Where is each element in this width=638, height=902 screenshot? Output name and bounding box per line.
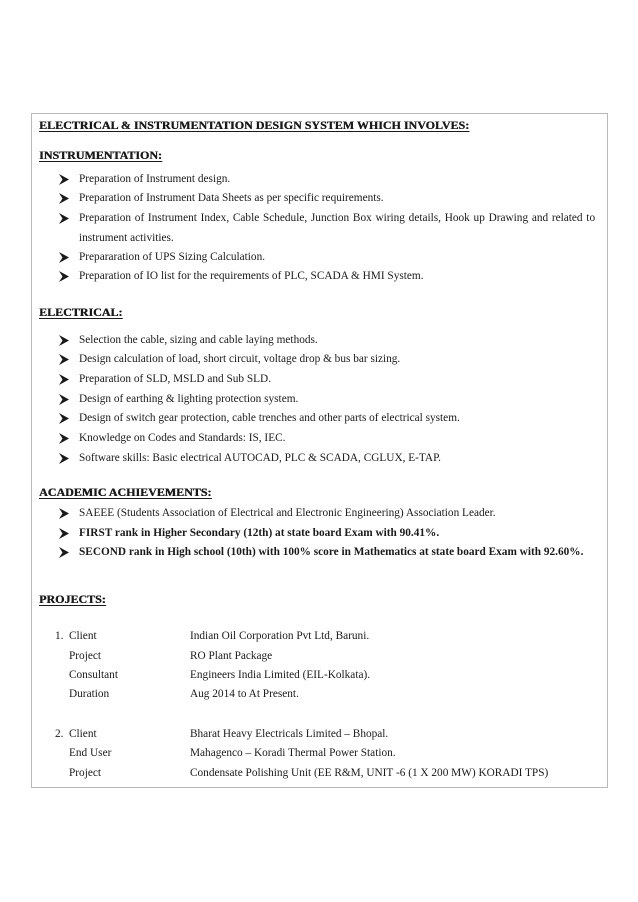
arrow-bullet-icon: [59, 508, 69, 519]
project-row-label: Client: [69, 630, 97, 642]
electrical-item: Knowledge on Codes and Standards: IS, IEC.: [79, 432, 286, 444]
electrical-heading: ELECTRICAL:: [39, 305, 123, 319]
electrical-item: Selection the cable, sizing and cable laying methods.: [79, 334, 318, 346]
arrow-bullet-icon: [59, 413, 69, 424]
project-row-value: Condensate Polishing Unit (EE R&M, UNIT -6 (1 X 200 MW) KORADI TPS): [190, 767, 549, 779]
arrow-bullet-icon: [59, 193, 69, 204]
arrow-bullet-icon: [59, 174, 69, 185]
project-row-label: Project: [69, 650, 101, 662]
instrumentation-item: Preparation of IO list for the requirements of PLC, SCADA & HMI System.: [79, 270, 424, 282]
academic-heading: ACADEMIC ACHIEVEMENTS:: [39, 485, 212, 499]
electrical-item: Design of earthing & lighting protection system.: [79, 393, 299, 405]
instrumentation-item-continued: instrument activities.: [79, 232, 174, 244]
projects-heading: PROJECTS:: [39, 592, 106, 606]
section-title: ELECTRICAL & INSTRUMENTATION DESIGN SYSTEM WHICH INVOLVES:: [39, 118, 470, 132]
arrow-bullet-icon: [59, 453, 69, 464]
electrical-item: Software skills: Basic electrical AUTOCAD, PLC & SCADA, CGLUX, E-TAP.: [79, 452, 441, 464]
arrow-bullet-icon: [59, 252, 69, 263]
electrical-item: Design calculation of load, short circuit, voltage drop & bus bar sizing.: [79, 353, 401, 365]
arrow-bullet-icon: [59, 547, 69, 558]
project-row-value: RO Plant Package: [190, 650, 273, 662]
instrumentation-heading: INSTRUMENTATION:: [39, 148, 162, 162]
project-row-label: Client: [69, 728, 97, 740]
arrow-bullet-icon: [59, 335, 69, 346]
academic-item: SECOND rank in High school (10th) with 100% score in Mathematics at state board Exam with 92.60%.: [79, 546, 584, 558]
project-number: 1.: [55, 630, 64, 642]
arrow-bullet-icon: [59, 433, 69, 444]
instrumentation-item: Preparation of Instrument Data Sheets as per specific requirements.: [79, 192, 384, 204]
arrow-bullet-icon: [59, 354, 69, 365]
arrow-bullet-icon: [59, 271, 69, 282]
project-row-label: Consultant: [69, 669, 118, 681]
instrumentation-item: Preparation of Instrument design.: [79, 173, 231, 185]
academic-item: SAEEE (Students Association of Electrical and Electronic Engineering) Association Leader.: [79, 507, 496, 519]
instrumentation-item: Prepararation of UPS Sizing Calculation.: [79, 251, 266, 263]
arrow-bullet-icon: [59, 213, 69, 224]
academic-item: FIRST rank in Higher Secondary (12th) at state board Exam with 90.41%.: [79, 527, 440, 539]
project-row-value: Indian Oil Corporation Pvt Ltd, Baruni.: [190, 630, 370, 642]
arrow-bullet-icon: [59, 528, 69, 539]
instrumentation-item: Preparation of Instrument Index, Cable Schedule, Junction Box wiring details, Hook up Drawing and related to: [79, 212, 596, 224]
project-row-label: End User: [69, 747, 112, 759]
project-row-label: Project: [69, 767, 101, 779]
project-row-value: Engineers India Limited (EIL-Kolkata).: [190, 669, 371, 681]
project-row-value: Bharat Heavy Electricals Limited – Bhopal.: [190, 728, 389, 740]
project-row-label: Duration: [69, 688, 110, 700]
arrow-bullet-icon: [59, 394, 69, 405]
project-row-value: Aug 2014 to At Present.: [190, 688, 299, 700]
project-row-value: Mahagenco – Koradi Thermal Power Station.: [190, 747, 396, 759]
arrow-bullet-icon: [59, 374, 69, 385]
electrical-item: Design of switch gear protection, cable trenches and other parts of electrical system.: [79, 412, 460, 424]
project-number: 2.: [55, 728, 64, 740]
electrical-item: Preparation of SLD, MSLD and Sub SLD.: [79, 373, 272, 385]
